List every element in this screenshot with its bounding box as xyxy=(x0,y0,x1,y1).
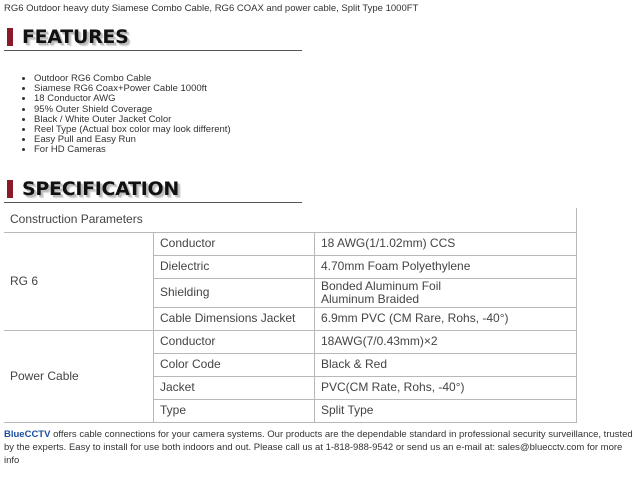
param-cell: Cable Dimensions Jacket xyxy=(154,307,315,330)
specification-table xyxy=(4,208,577,423)
param-cell: Dielectric xyxy=(154,255,315,278)
group-name-rg6: RG 6 xyxy=(4,232,154,330)
value-cell: 18AWG(7/0.43mm)×2 xyxy=(315,330,577,353)
heading-accent-bar xyxy=(7,28,13,46)
value-cell xyxy=(315,278,577,307)
features-title: FEATURES xyxy=(22,26,129,48)
param-cell: Conductor xyxy=(154,232,315,255)
features-heading xyxy=(4,26,302,51)
feature-item: • Black / White Outer Jacket Color xyxy=(34,115,231,125)
param-cell: Jacket xyxy=(154,376,315,399)
param-cell: Shielding xyxy=(154,278,315,307)
heading-accent-bar xyxy=(7,180,13,198)
table-row xyxy=(4,330,577,353)
feature-item: • Outdoor RG6 Combo Cable xyxy=(34,74,231,84)
value-line: Aluminum Braided xyxy=(321,291,420,306)
param-cell: Color Code xyxy=(154,353,315,376)
footer-text xyxy=(4,428,634,467)
footer-body: offers cable connections for your camera systems. Our products are the dependable standard in professional security surveillance, trusted by the experts. Easy to install for use both indoors and out. Please call us at 1-818-988-9542 or send us an e-mail at: sales@bluecctv.com for more info xyxy=(4,429,633,466)
value-cell: Split Type xyxy=(315,399,577,422)
value-cell: 6.9mm PVC (CM Rare, Rohs, -40°) xyxy=(315,307,577,330)
table-header-row xyxy=(4,208,577,232)
specification-title: SPECIFICATION xyxy=(22,178,180,200)
param-cell: Type xyxy=(154,399,315,422)
brand-link[interactable]: BlueCCTV xyxy=(4,429,51,440)
table-header-cell: Construction Parameters xyxy=(4,208,577,232)
value-cell: Black & Red xyxy=(315,353,577,376)
value-cell: PVC(CM Rate, Rohs, -40°) xyxy=(315,376,577,399)
table-row xyxy=(4,232,577,255)
feature-item: • 18 Conductor AWG xyxy=(34,94,231,104)
feature-item: • Easy Pull and Easy Run xyxy=(34,135,231,145)
feature-item: • Siamese RG6 Coax+Power Cable 1000ft xyxy=(34,84,231,94)
param-cell: Conductor xyxy=(154,330,315,353)
feature-item: • For HD Cameras xyxy=(34,145,231,155)
group-name-power-cable: Power Cable xyxy=(4,330,154,422)
value-line: Bonded Aluminum Foil xyxy=(321,278,442,293)
feature-item: • Reel Type (Actual box color may look different) xyxy=(34,125,231,135)
product-title: RG6 Outdoor heavy duty Siamese Combo Cable, RG6 COAX and power cable, Split Type 1000FT xyxy=(4,3,419,14)
features-list xyxy=(14,74,231,156)
value-cell: 18 AWG(1/1.02mm) CCS xyxy=(315,232,577,255)
specification-heading xyxy=(4,178,302,203)
value-cell: 4.70mm Foam Polyethylene xyxy=(315,255,577,278)
feature-item: • 95% Outer Shield Coverage xyxy=(34,105,231,115)
